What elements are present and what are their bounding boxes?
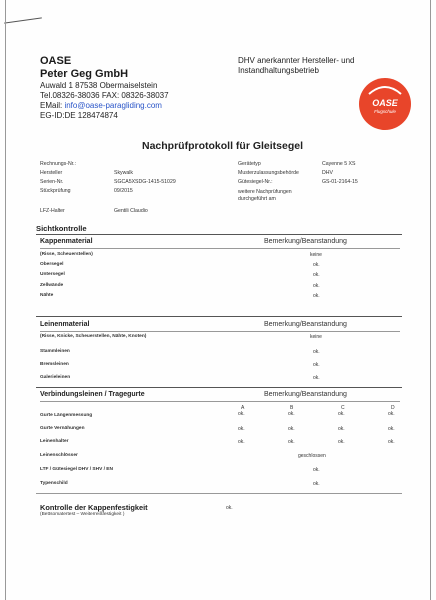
info-label-muster: Musterzulassungsbehörde: [238, 170, 299, 176]
dhv-note-line1: DHV anerkannter Hersteller- und: [238, 56, 355, 65]
verbindung-title: Verbindungsleinen / Tragegurte: [40, 391, 145, 398]
ltf-value: ok.: [313, 467, 320, 473]
info-value-geraetetyp: Cayenne 5 XS: [322, 161, 356, 167]
company-name: OASE: [40, 55, 72, 67]
oase-logo: [359, 78, 411, 130]
info-label-geraetetyp: Gerätetyp: [238, 161, 261, 167]
verbindung-cell: ok.: [288, 439, 295, 445]
ltf-label: LTF / Gütesiegel DHV / SHV / EN: [40, 467, 113, 472]
leine-row-label: Galerieleinen: [40, 375, 71, 380]
scan-edge-left: [5, 0, 6, 600]
kappe-row-label: Obersegel: [40, 262, 64, 267]
kappe-row-label: Zellwände: [40, 283, 64, 288]
scan-edge-right: [430, 0, 431, 600]
kappe-row-label: Nähte: [40, 293, 54, 298]
divider: [36, 493, 402, 494]
divider: [36, 234, 402, 235]
verbindung-row-label: Gurte Längenmessung: [40, 413, 93, 418]
divider: [36, 316, 402, 317]
column-b: B: [290, 405, 294, 411]
dhv-note-line2: Instandhaltungsbetrieb: [238, 66, 319, 75]
email-link[interactable]: info@oase-paragliding.com: [64, 101, 162, 110]
verbindung-cell: ok.: [238, 411, 245, 417]
verbindung-cell: ok.: [288, 426, 295, 432]
kontrolle-value: ok.: [226, 505, 233, 511]
info-value-guetesiegel: GS-01-2164-15: [322, 179, 358, 185]
verbindung-cell: ok.: [288, 411, 295, 417]
paraglider-icon: [367, 84, 403, 98]
kappe-row-value: ok.: [313, 262, 320, 268]
kontrolle-title: Kontrolle der Kappenfestigkeit: [40, 503, 148, 512]
verbindung-cell: ok.: [388, 439, 395, 445]
kappe-row-value: ok.: [313, 283, 320, 289]
logo-sub: Flugschule: [374, 109, 396, 114]
company-address: Auwald 1 87538 Obermaiselstein: [40, 81, 158, 90]
info-label-hersteller: Hersteller: [40, 170, 63, 176]
info-label-guetesiegel: Gütesiegel-Nr.:: [238, 179, 273, 185]
company-phone-fax: Tel.08326-38036 FAX: 08326-38037: [40, 91, 169, 100]
section-sichtkontrolle: Sichtkontrolle: [36, 224, 87, 233]
verbindung-cell: ok.: [338, 439, 345, 445]
info-value-stueck: 09/2015: [114, 188, 133, 194]
document-title: Nachprüfprotokoll für Gleitsegel: [142, 140, 304, 152]
logo-word: OASE: [372, 98, 398, 108]
leinenschloesser-label: Leinenschlösser: [40, 453, 78, 458]
leinenmaterial-title: Leinenmaterial: [40, 321, 90, 328]
divider: [40, 401, 400, 402]
kappe-row-value: keine: [310, 252, 322, 258]
kontrolle-subtitle: (Bettsomatertest – Weiterreißfestigkeit ): [40, 512, 125, 517]
verbindung-cell: ok.: [388, 426, 395, 432]
remark-header-verbindung: Bemerkung/Beanstandung: [264, 391, 347, 398]
scan-mark: [4, 17, 42, 23]
leine-row-value: ok.: [313, 362, 320, 368]
verbindung-cell: ok.: [338, 426, 345, 432]
email-label: EMail:: [40, 101, 65, 110]
divider: [36, 387, 402, 388]
info-label-weitere-2: durchgeführt am: [238, 196, 276, 202]
verbindung-cell: ok.: [238, 439, 245, 445]
kappe-row-label: Untersegel: [40, 272, 65, 277]
verbindung-cell: ok.: [388, 411, 395, 417]
remark-header-leine: Bemerkung/Beanstandung: [264, 321, 347, 328]
kappe-row-value: ok.: [313, 293, 320, 299]
info-value-muster: DHV: [322, 170, 333, 176]
info-label-rechnung: Rechnungs-Nr.:: [40, 161, 77, 167]
remark-header-kappe: Bemerkung/Beanstandung: [264, 238, 347, 245]
info-label-weitere-1: weitere Nachprüfungen: [238, 189, 292, 195]
column-d: D: [391, 405, 395, 411]
info-label-lfz: LFZ-Halter: [40, 208, 65, 214]
info-label-serien: Serien-Nr.: [40, 179, 64, 185]
divider: [40, 331, 400, 332]
company-name-full: Peter Geg GmbH: [40, 68, 129, 80]
kappe-row-value: ok.: [313, 272, 320, 278]
kappenmaterial-title: Kappenmaterial: [40, 238, 93, 245]
column-c: C: [341, 405, 345, 411]
company-eg-id: EG-ID:DE 128474874: [40, 111, 118, 120]
leine-row-value: ok.: [313, 375, 320, 381]
column-a: A: [241, 405, 245, 411]
leine-row-value: keine: [310, 334, 322, 340]
leine-row-label: Bremsleinen: [40, 362, 69, 367]
leine-row-label: (Risse, Knicke, Scheuerstellen, Nähte, Knoten): [40, 334, 147, 339]
typenschild-value: ok.: [313, 481, 320, 487]
verbindung-row-label: Leinenhalter: [40, 439, 69, 444]
typenschild-label: Typenschild: [40, 481, 68, 486]
verbindung-cell: ok.: [238, 426, 245, 432]
info-label-stueck: Stückprüfung: [40, 188, 71, 194]
leine-row-label: Stammleinen: [40, 349, 70, 354]
info-value-lfz: Gentili Claudio: [114, 208, 148, 214]
info-value-serien: SGCA5XSDG-1415-51029: [114, 179, 176, 185]
leinenschloesser-value: geschlossen: [298, 453, 326, 459]
kappe-row-label: (Risse, Scheuerstellen): [40, 252, 93, 257]
company-email-row: [40, 101, 162, 110]
leine-row-value: ok.: [313, 349, 320, 355]
verbindung-row-label: Gurte Vernähungen: [40, 426, 85, 431]
info-value-hersteller: Skywalk: [114, 170, 134, 176]
verbindung-cell: ok.: [338, 411, 345, 417]
divider: [40, 248, 400, 249]
